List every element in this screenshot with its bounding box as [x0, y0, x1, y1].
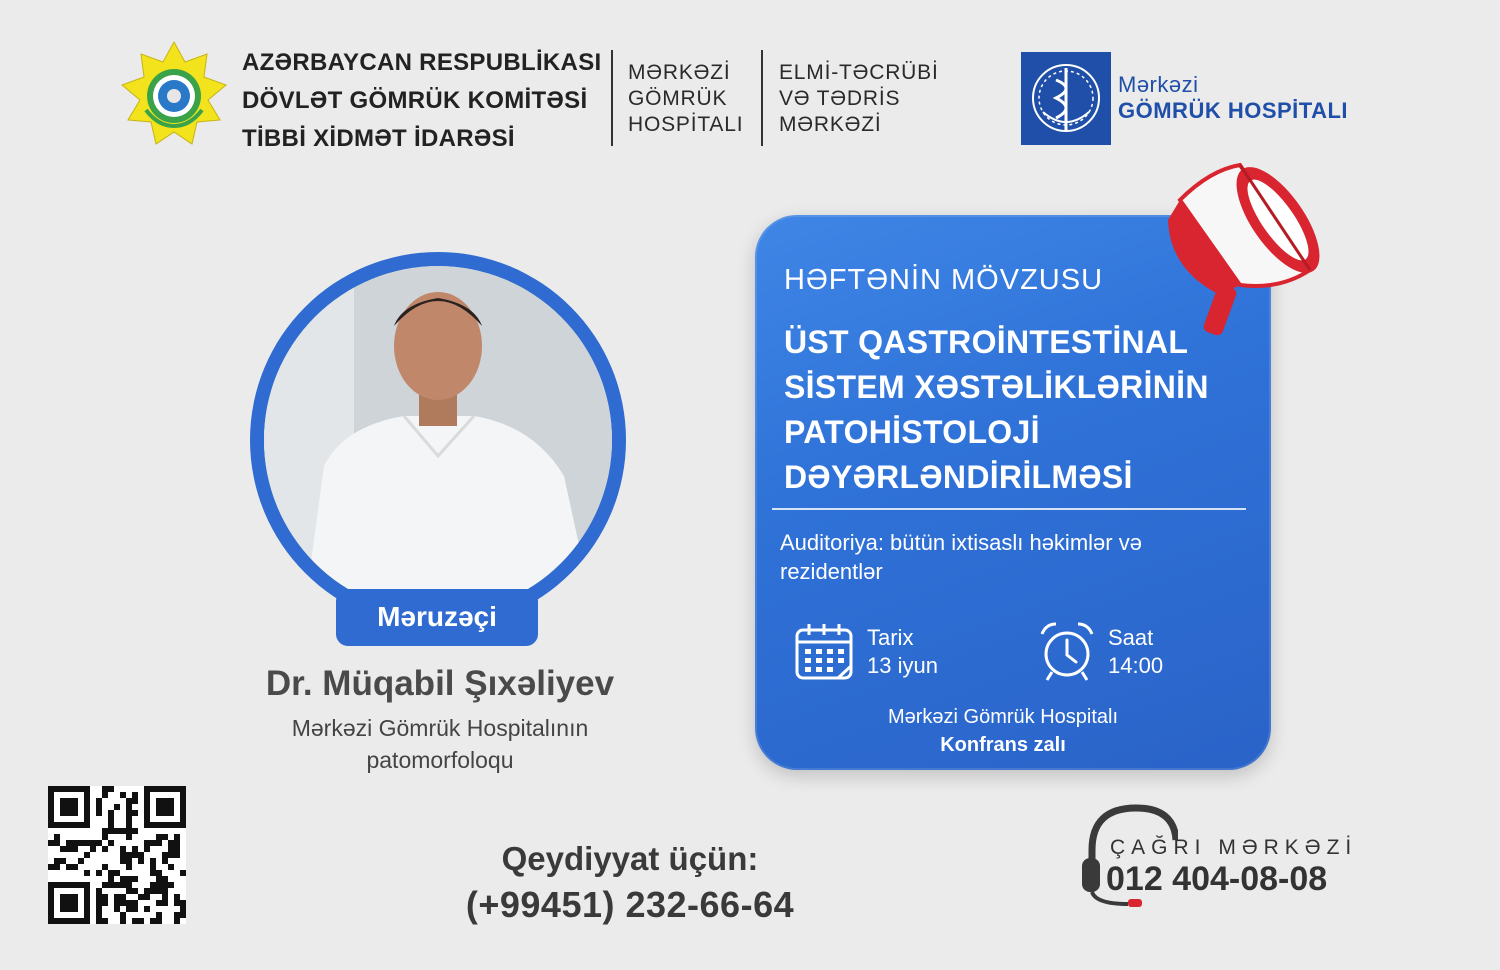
customs-emblem-icon [118, 40, 230, 152]
qr-code[interactable] [48, 786, 186, 924]
hospital-logo-icon [1021, 52, 1111, 145]
organization-name [242, 44, 601, 158]
topic-title [784, 320, 1234, 500]
venue-line: Mərkəzi Gömrük Hospitalı [887, 706, 1119, 728]
speaker-photo [264, 266, 612, 614]
speaker-title [200, 712, 680, 776]
audience-line: Auditoriya: bütün ixtisaslı həkimlər və [780, 530, 1142, 555]
card-subtitle: HƏFTƏNİN MÖVZUSU [784, 264, 1104, 296]
org-line: AZƏRBAYCAN RESPUBLİKASI [242, 49, 602, 76]
logo-line: Mərkəzi [1118, 72, 1199, 97]
hospital-name-line: HOSPİTALI [628, 113, 744, 136]
registration-label: Qeydiyyat üçün: [501, 840, 759, 877]
card-divider [772, 508, 1246, 510]
date-label: Tarix [867, 625, 914, 650]
header-center-name [779, 60, 939, 138]
date-info [867, 624, 938, 680]
time-info [1108, 624, 1163, 680]
time-label: Saat [1108, 625, 1154, 650]
hospital-name-line: MƏRKƏZİ [628, 61, 731, 84]
registration-phone[interactable]: (+99451) 232-66-64 [465, 884, 795, 925]
org-line: TİBBİ XİDMƏT İDARƏSİ [242, 125, 515, 152]
time-value: 14:00 [1108, 653, 1164, 678]
topic-line: PATOHİSTOLOJİ [784, 414, 1040, 450]
speaker-role-badge: Məruzəçi [336, 589, 538, 646]
date-value: 13 iyun [867, 653, 938, 678]
header-divider [761, 50, 763, 146]
hospital-name-line: GÖMRÜK [628, 87, 728, 110]
calendar-icon [794, 622, 856, 682]
header-divider [611, 50, 613, 146]
audience-text [780, 528, 1220, 586]
call-center-phone[interactable]: 012 404-08-08 [1106, 860, 1328, 898]
org-line: DÖVLƏT GÖMRÜK KOMİTƏSİ [242, 87, 588, 114]
speaker-title-line: patomorfoloqu [366, 747, 514, 773]
topic-line: ÜST QASTROİNTESTİNAL [784, 324, 1189, 360]
venue [770, 703, 1236, 759]
header-hospital-name [628, 60, 743, 138]
logo-line: GÖMRÜK HOSPİTALI [1118, 98, 1349, 123]
topic-line: SİSTEM XƏSTƏLİKLƏRİNİN [784, 369, 1209, 405]
venue-room: Konfrans zalı [940, 734, 1066, 756]
speaker-title-line: Mərkəzi Gömrük Hospitalının [291, 715, 589, 741]
center-name-line: ELMİ-TƏCRÜBİ [779, 61, 939, 84]
center-name-line: VƏ TƏDRİS [779, 87, 901, 110]
speaker-name: Dr. Müqabil Şıxəliyev [265, 664, 615, 703]
hospital-logo-text [1118, 72, 1348, 124]
alarm-clock-icon [1038, 620, 1096, 682]
topic-line: DƏYƏRLƏNDİRİLMƏSİ [784, 459, 1133, 495]
center-name-line: MƏRKƏZİ [779, 113, 882, 136]
audience-line: rezidentlər [780, 559, 883, 584]
call-center-label: ÇAĞRI MƏRKƏZİ [1110, 836, 1358, 859]
